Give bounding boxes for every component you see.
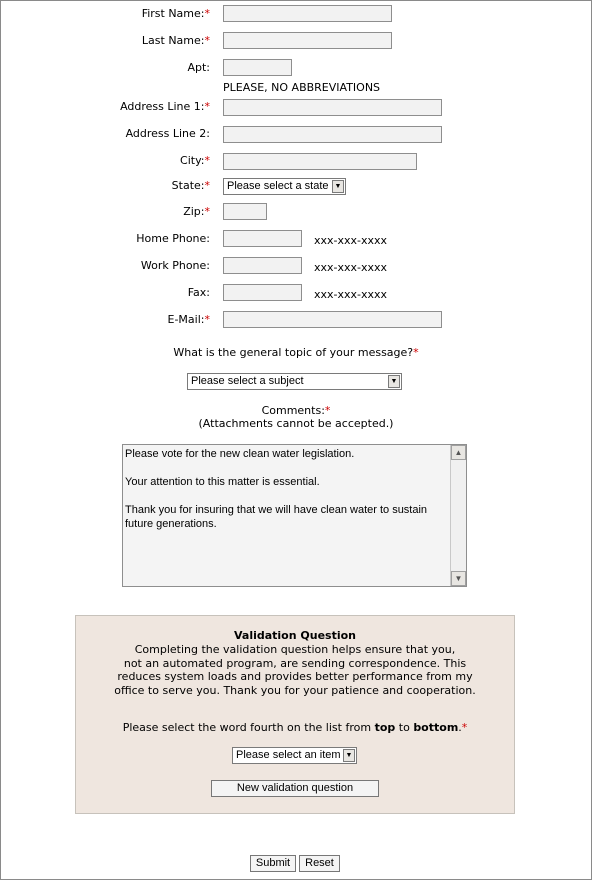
- address-note: PLEASE, NO ABBREVIATIONS: [223, 81, 381, 94]
- last-name-label: Last Name:*: [141, 34, 210, 47]
- home-phone-input[interactable]: [223, 230, 302, 247]
- comments-scrollbar[interactable]: [450, 445, 466, 586]
- state-select[interactable]: [223, 178, 346, 195]
- apt-label: Apt:: [187, 61, 210, 74]
- city-label: City:*: [180, 154, 210, 167]
- comment-paragraph: Please vote for the new clean water legislation.: [125, 448, 355, 460]
- topic-select-value: Please select a subject: [191, 375, 304, 387]
- arrow-up-icon[interactable]: ▲: [451, 445, 466, 460]
- email-label: E-Mail:*: [167, 313, 210, 326]
- state-select-value: Please select a state: [227, 180, 329, 192]
- home-phone-label: Home Phone:: [136, 232, 210, 245]
- new-validation-question-button[interactable]: New validation question: [211, 780, 379, 797]
- work-phone-hint: xxx-xxx-xxxx: [314, 261, 388, 274]
- address1-input[interactable]: [223, 99, 442, 116]
- topic-select[interactable]: [187, 373, 402, 390]
- validation-description-line: Completing the validation question helps ensure that you,: [134, 643, 456, 656]
- validation-panel: [75, 615, 515, 814]
- submit-button[interactable]: Submit: [250, 855, 296, 872]
- fax-hint: xxx-xxx-xxxx: [314, 288, 388, 301]
- topic-question: What is the general topic of your message?*: [173, 346, 419, 359]
- validation-select[interactable]: [232, 747, 357, 764]
- city-input[interactable]: [223, 153, 417, 170]
- zip-input[interactable]: [223, 203, 267, 220]
- comments-label: Comments:*: [261, 404, 331, 417]
- comment-paragraph: Thank you for insuring that we will have clean water to sustain future generations.: [125, 504, 428, 530]
- state-label: State:*: [171, 179, 210, 192]
- arrow-down-icon[interactable]: ▼: [451, 571, 466, 586]
- first-name-input[interactable]: [223, 5, 392, 22]
- validation-title: Validation Question: [233, 629, 357, 642]
- address1-label: Address Line 1:*: [120, 100, 210, 113]
- comments-textarea[interactable]: [122, 444, 467, 587]
- work-phone-input[interactable]: [223, 257, 302, 274]
- fax-input[interactable]: [223, 284, 302, 301]
- validation-select-value: Please select an item: [236, 749, 341, 761]
- address2-label: Address Line 2:: [125, 127, 210, 140]
- reset-button[interactable]: Reset: [299, 855, 340, 872]
- validation-description-line: office to serve you. Thank you for your patience and cooperation.: [114, 683, 476, 697]
- first-name-label: First Name:*: [141, 7, 210, 20]
- fax-label: Fax:: [187, 286, 210, 299]
- validation-description-line: reduces system loads and provides better performance from my: [117, 670, 473, 683]
- address2-input[interactable]: [223, 126, 442, 143]
- chevron-down-icon: ▼: [343, 749, 355, 762]
- comments-note: (Attachments cannot be accepted.): [198, 417, 394, 430]
- last-name-input[interactable]: [223, 32, 392, 49]
- validation-description-line: not an automated program, are sending correspondence. This: [123, 656, 467, 670]
- comment-paragraph: Your attention to this matter is essential.: [125, 476, 320, 488]
- zip-label: Zip:*: [183, 205, 210, 218]
- chevron-down-icon: ▼: [332, 180, 344, 193]
- validation-prompt: Please select the word fourth on the list from top to bottom.*: [122, 721, 468, 734]
- email-input[interactable]: [223, 311, 442, 328]
- chevron-down-icon: ▼: [388, 375, 400, 388]
- home-phone-hint: xxx-xxx-xxxx: [314, 234, 388, 247]
- comments-text: [125, 447, 445, 545]
- validation-description: [76, 643, 514, 697]
- work-phone-label: Work Phone:: [140, 259, 210, 272]
- apt-input[interactable]: [223, 59, 292, 76]
